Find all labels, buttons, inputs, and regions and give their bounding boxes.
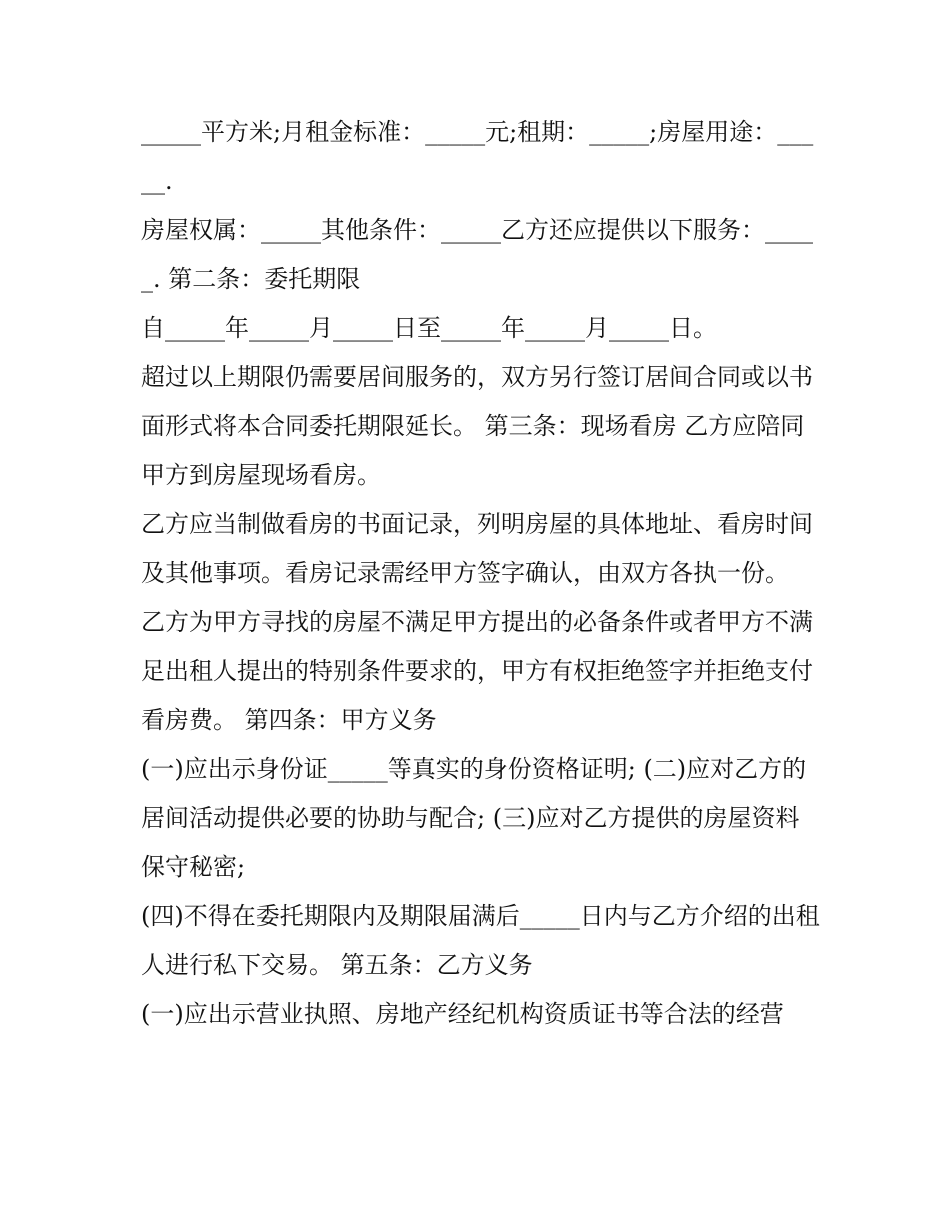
paragraph-party-a-obligations: (一)应出示身份证_____等真实的身份资格证明; (二)应对乙方的居间活动提供必要的协助与配合; (三)应对乙方提供的房屋资料保守秘密;: [141, 755, 807, 881]
paragraph-ownership-services: 房屋权属：_____其他条件：_____乙方还应提供以下服务：_____. 第二条：委托期限: [141, 216, 813, 293]
document-body: [141, 108, 821, 1039]
paragraph-commission-dates: 自_____年_____月_____日至_____年_____月_____日。: [141, 314, 717, 342]
paragraph-area-rent-term: _____平方米;月租金标准：_____元;租期：_____;房屋用途：_____.: [141, 118, 814, 195]
paragraph-refusal-party-a-duties: 乙方为甲方寻找的房屋不满足甲方提出的必备条件或者甲方不满足出租人提出的特别条件要求的，甲方有权拒绝签字并拒绝支付看房费。 第四条：甲方义务: [141, 608, 813, 734]
paragraph-extension-viewing: 超过以上期限仍需要居间服务的，双方另行签订居间合同或以书面形式将本合同委托期限延长。 第三条：现场看房 乙方应陪同甲方到房屋现场看房。: [141, 363, 813, 489]
paragraph-viewing-record: 乙方应当制做看房的书面记录，列明房屋的具体地址、看房时间及其他事项。看房记录需经甲方签字确认，由双方各执一份。: [141, 510, 813, 587]
paragraph-private-trade-party-b-duties: (四)不得在委托期限内及期限届满后_____日内与乙方介绍的出租人进行私下交易。 第五条：乙方义务: [141, 902, 820, 979]
paragraph-party-b-obligations: (一)应出示营业执照、房地产经纪机构资质证书等合法的经营: [141, 1000, 784, 1028]
